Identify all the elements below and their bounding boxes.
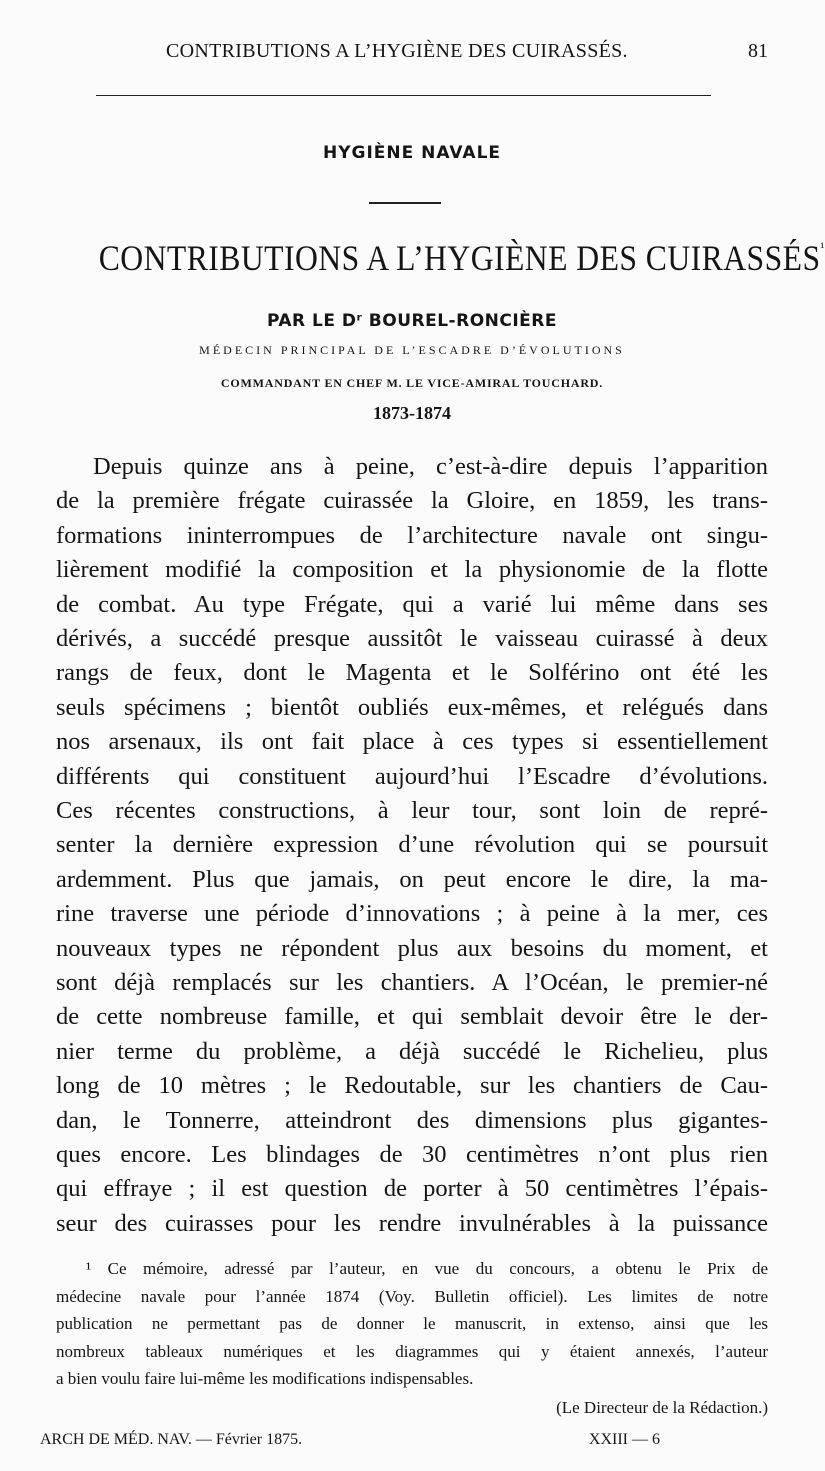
body-line: dérivés, a succédé presque aussitôt le vaisseau cuirassé à deux	[56, 625, 768, 652]
body-line: Depuis quinze ans à peine, c’est-à-dire depuis l’apparition	[93, 453, 768, 480]
body-line: long de 10 mètres ; le Redoutable, sur les chantiers de Cau-	[56, 1072, 768, 1100]
article-title	[98, 237, 825, 279]
section-heading: HYGIÈNE NAVALE	[322, 143, 502, 163]
footnote-line: nombreux tableaux numériques et les diagrammes qui y étaient annexés, l’auteur	[56, 1341, 768, 1361]
body-line: de combat. Au type Frégate, qui a varié lui même dans ses	[56, 590, 768, 618]
body-line: formations ininterrompues de l’architecture navale ont singu-	[56, 521, 768, 549]
body-line: rine traverse une période d’innovations ; à peine à la mer, ces	[56, 900, 768, 928]
body-line: de la première frégate cuirassée la Gloire, en 1859, les trans-	[56, 487, 768, 515]
footnote-line: a bien voulu faire lui-même les modifications indispensables.	[56, 1369, 474, 1389]
years: 1873-1874	[373, 403, 451, 423]
body-line: différents qui constituent aujourd’hui l’Escadre d’évolutions.	[56, 762, 768, 790]
body-line: de cette nombreuse famille, et qui semblait devoir être le der-	[56, 1003, 768, 1031]
body-line: dan, le Tonnerre, atteindront des dimensions plus gigantes-	[56, 1106, 768, 1134]
article-title-text: CONTRIBUTIONS A L’HYGIÈNE DES CUIRASSÉS	[98, 238, 821, 278]
footnote-line: publication ne permettant pas de donner le manuscrit, in extenso, ainsi que les	[56, 1314, 768, 1334]
page-number: 81	[748, 40, 768, 62]
body-line: nier terme du problème, a déjà succédé le Richelieu, plus	[56, 1037, 768, 1065]
body-line: ques encore. Les blindages de 30 centimètres n’ont plus rien	[56, 1141, 768, 1168]
section-divider	[369, 202, 441, 204]
running-head	[56, 40, 768, 70]
page-footer	[40, 1431, 660, 1455]
footnote-line: ¹ Ce mémoire, adressé par l’auteur, en vue du concours, a obtenu le Prix de	[86, 1259, 768, 1278]
body-line: lièrement modifié la composition et la physionomie de la flotte	[56, 556, 768, 584]
author-line: PAR LE Dʳ BOUREL-RONCIÈRE	[266, 311, 557, 331]
footer-signature-mark: XXIII — 6	[588, 1431, 660, 1448]
author-role: MÉDECIN PRINCIPAL DE L’ESCADRE D’ÉVOLUTIONS	[199, 343, 625, 357]
body-line: ardemment. Plus que jamais, on peut encore le dire, la ma-	[56, 865, 768, 893]
footnote-signature: (Le Directeur de la Rédaction.)	[556, 1398, 768, 1417]
body-line: rangs de feux, dont le Magenta et le Solférino ont été les	[56, 659, 768, 687]
body-line: seuls spécimens ; bientôt oubliés eux-mêmes, et relégués dans	[56, 693, 768, 721]
footnote-line: médecine navale pour l’année 1874 (Voy. Bulletin officiel). Les limites de notre	[56, 1286, 768, 1306]
body-line: qui effraye ; il est question de porter à 50 centimètres l’épais-	[56, 1175, 768, 1203]
body-line: sont déjà remplacés sur les chantiers. A l’Océan, le premier-né	[56, 969, 768, 996]
body-line: nouveaux types ne répondent plus aux besoins du moment, et	[56, 934, 768, 962]
body-line: nos arsenaux, ils ont fait place à ces types si essentiellement	[56, 728, 768, 756]
footer-source: ARCH DE MÉD. NAV. — Février 1875.	[40, 1431, 303, 1448]
header-divider	[96, 95, 711, 96]
footnote-mark: ¹	[820, 241, 825, 256]
body-line: seur des cuirasses pour les rendre invulnérables à la puissance	[56, 1209, 768, 1237]
command-line: COMMANDANT EN CHEF M. LE VICE-AMIRAL TOUCHARD.	[220, 376, 604, 390]
body-line: Ces récentes constructions, à leur tour, sont loin de repré-	[56, 797, 768, 824]
body-line: senter la dernière expression d’une révolution qui se poursuit	[56, 831, 768, 859]
running-title: CONTRIBUTIONS A L’HYGIÈNE DES CUIRASSÉS.	[166, 40, 628, 62]
